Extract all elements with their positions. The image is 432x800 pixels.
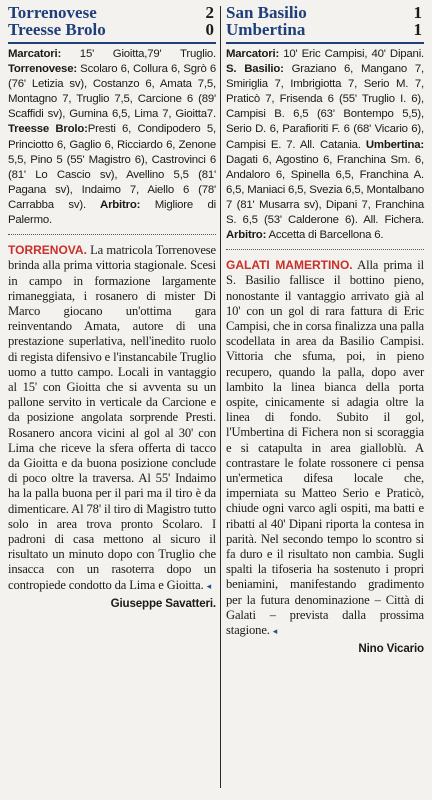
match-column-left bbox=[8, 0, 216, 611]
scorers-label: Marcatori: bbox=[8, 48, 62, 60]
referee-text: Accetta di Barcellona 6. bbox=[266, 229, 384, 242]
report-kicker: TORRENOVA. bbox=[8, 243, 87, 258]
report-kicker: GALATI MAMERTINO. bbox=[226, 258, 353, 273]
report-body: Alla prima il S. Basilio fallisce il bottino pieno, nonostante il vantaggio arrivato già al 10' con un gol di rara fattura di Eric Campisi, che in corsa finalizza una palla scodellata in area da Basilio Campisi. Vittoria che sfuma, poi, in pieno recupero, quando la palla, dopo aver lambito la linea bianca della porta ospite, cinicamente si adagia oltre la linea di fondo. Subito il gol, l'Umbertina di Fichera non si scoraggia e si catapulta in area gialloblù. A contrastare le folate rossonere ci pensa un'ermetica difesa locale che, imperniata su Matteo Serio e Praticò, chiude ogni varco agli ospiti, ma batti e ribatti al 40' Dipani riporta la contesa in parità. Nel secondo tempo lo scontro si fa duro e il risultato non cambia. Sugli spalti la tifoseria ha sostenuto i propri beniamini, manifestando gradimento per la futura denominazione – Città di Galati – prevista dalla prossima stagione. bbox=[226, 258, 424, 638]
home-lineup-text: Scolaro 6, Collura 6, Sgrò 6 (76' Letizia sv), Costanzo 6, Amata 7,5, Montagno 7, Truglio 7,5, Carcione 6 (89' Scaffidi sv), Gumina 6,5, Lima 7, Gioitta7. bbox=[8, 63, 216, 121]
scorers-text: 15' Gioitta,79' Truglio. bbox=[61, 48, 216, 60]
score-row-home bbox=[8, 4, 216, 21]
scoreboard bbox=[226, 0, 424, 44]
referee-text: Migliore di Palermo. bbox=[8, 198, 216, 227]
away-lineup-text: Presti 6, Condipodero 5, Princiotto 6, Gaglio 6, Ricciardo 6, Zenone 5,5, Pino 5 (55' Magistro 6), Castrovinci 6 (81' Lo Cascio sv), Avellino 5,5 (81' Pagana sv), Indaimo 7, Aiello 6 (78' Carrabba sv). bbox=[8, 123, 216, 211]
score-row-home bbox=[226, 4, 424, 21]
match-report bbox=[226, 250, 424, 656]
match-report bbox=[8, 235, 216, 611]
score-row-away bbox=[226, 21, 424, 38]
end-mark-icon: ◂ bbox=[272, 626, 278, 637]
home-score: 1 bbox=[413, 3, 422, 22]
home-team: San Basilio bbox=[226, 3, 307, 22]
home-lineup-label: S. Basilio: bbox=[226, 63, 284, 76]
home-lineup-label: Torrenovese: bbox=[8, 63, 77, 76]
match-details bbox=[226, 44, 424, 243]
home-team: Torrenovese bbox=[8, 3, 97, 22]
away-lineup-label: Umbertina: bbox=[365, 138, 424, 151]
away-score: 0 bbox=[205, 20, 214, 39]
away-lineup-text: Dagati 6, Agostino 6, Franchina Sm. 6, Andaloro 6, Spinella 6,5, Franchina A. 6,5, Maniaci 6,5, Svezia 6,5, Montalbano 7 (81' Musarra sv), Dipani 7, Franchina S. 6,5 (53' Calderone 6). All. Fichera. bbox=[226, 153, 424, 227]
score-row-away bbox=[8, 21, 216, 38]
away-team: Umbertina bbox=[226, 20, 306, 39]
match-details bbox=[8, 44, 216, 228]
report-signature: Giuseppe Savatteri. bbox=[110, 596, 216, 610]
referee-label: Arbitro: bbox=[85, 198, 141, 211]
scorers-text: 10' Eric Campisi, 40' Dipani. bbox=[279, 48, 424, 60]
away-team: Treesse Brolo bbox=[8, 20, 106, 39]
home-score: 2 bbox=[205, 3, 214, 22]
report-body: La matricola Torrenovese brinda alla prima vittoria stagionale. Scesi in campo in formazione largamente rimaneggiata, i rosanero di mister Di Marco giocano un'ottima gara reinventando Amata, autore di una prestazione superlativa, nell'inedito ruolo di regista difensivo e l'instancabile Truglio uomo a tutto campo. Locali in vantaggio al 15' con Gioitta che si avventa su un pallone servito in verticale da Carcione e da posizione angolata sorprende Presti. Rosanero ancora vicini al gol al 30' con Lima che riceve la sfera offerta di tacco da Gioitta e da buona posizione conclude di poco oltre la traversa. Al 55' Indaimo ha la palla buona per il pari ma il tiro è da dimenticare. Al 78' il tiro di Magistro tutto solo in area trova pronto Scolaro. I padroni di casa mettono al sicuro il risultato un minuto dopo con Truglio che insacca con un rasoterra dopo un contropiede condotto da Lima e Gioitta. bbox=[8, 243, 216, 592]
match-column-right bbox=[226, 0, 424, 657]
report-signature: Nino Vicario bbox=[358, 642, 424, 656]
end-mark-icon: ◂ bbox=[206, 580, 211, 591]
referee-label: Arbitro: bbox=[226, 229, 267, 242]
away-score: 1 bbox=[413, 20, 422, 39]
home-lineup-text: Graziano 6, Mangano 7, Smiriglia 7, Imbrigiotta 7, Serio M. 7, Praticò 7, Frisenda 6 (55' Truglio I. 6), Campisi B. 6,5 (63' Bontempo 5,5), Serio D. 6, Parafioriti F. 6 (68' Vicario 6), Campisi E. 7. All. Catania. bbox=[226, 63, 424, 151]
scoreboard bbox=[8, 0, 216, 44]
away-lineup-label: Treesse Brolo: bbox=[8, 123, 88, 136]
column-divider bbox=[220, 6, 221, 788]
scorers-label: Marcatori: bbox=[226, 48, 280, 60]
